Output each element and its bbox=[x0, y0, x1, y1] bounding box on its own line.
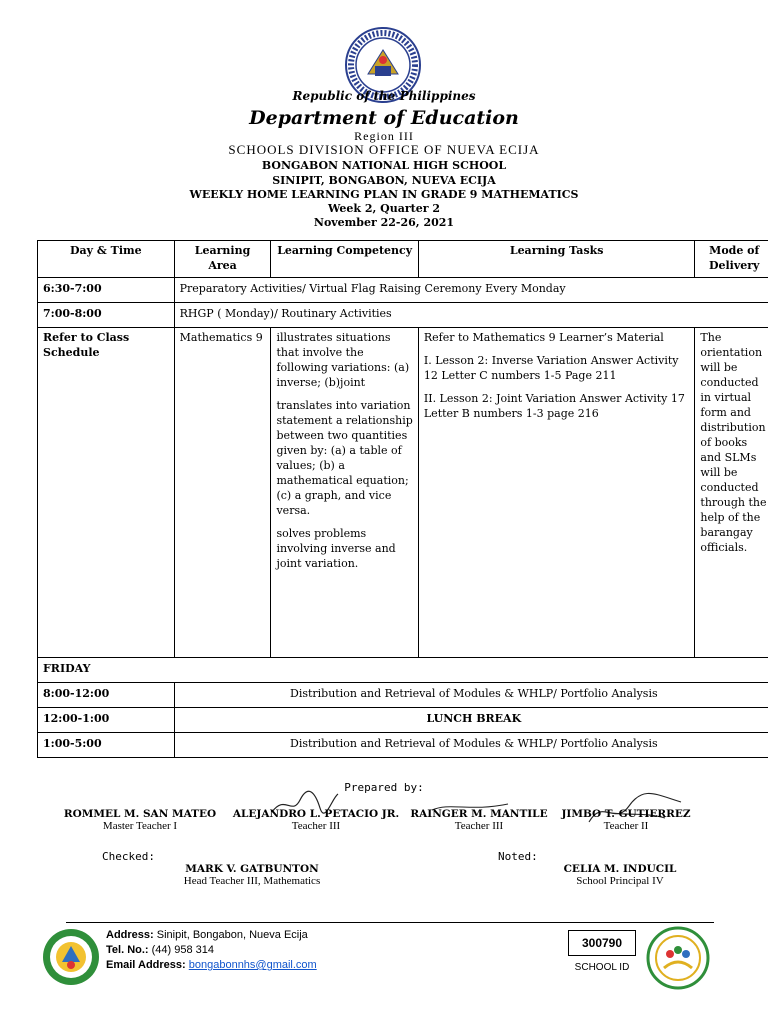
task-item: II. Lesson 2: Joint Variation Answer Activity 17 Letter B numbers 1-3 page 216 bbox=[423, 392, 685, 420]
signatory-3 bbox=[406, 808, 552, 832]
row-time: 7:00-8:00 bbox=[38, 303, 175, 328]
main-day-time: Refer to Class Schedule bbox=[38, 328, 175, 658]
region-text: Region III bbox=[354, 129, 414, 143]
division-text: SCHOOLS DIVISION OFFICE OF NUEVA ECIJA bbox=[228, 142, 540, 157]
table-row bbox=[38, 683, 768, 708]
email-link[interactable]: bongabonnhs@gmail.com bbox=[188, 959, 317, 971]
signatory-name: JIMBO T. GUTIERREZ bbox=[561, 808, 691, 820]
footer-tel-line bbox=[106, 943, 317, 958]
header-learning-competency: Learning Competency bbox=[271, 241, 418, 278]
signatory-name: CELIA M. INDUCIL bbox=[563, 863, 677, 875]
address-value: Sinipit, Bongabon, Nueva Ecija bbox=[156, 929, 308, 941]
department-title: Department of Education bbox=[249, 107, 519, 129]
row-activity: Distribution and Retrieval of Modules & WHLP/ Portfolio Analysis bbox=[174, 733, 768, 758]
signatory-name: ROMMEL M. SAN MATEO bbox=[63, 808, 217, 820]
signatory-role: Master Teacher I bbox=[102, 820, 178, 832]
signatory-role: Teacher III bbox=[291, 820, 341, 832]
tel-label: Tel. No.: bbox=[106, 944, 149, 956]
child-friendly-school-logo bbox=[646, 926, 710, 990]
row-time: 12:00-1:00 bbox=[38, 708, 175, 733]
learning-plan-table bbox=[37, 240, 768, 758]
competency-item: solves problems involving inverse and joint variation. bbox=[276, 527, 396, 570]
row-time: 8:00-12:00 bbox=[38, 683, 175, 708]
main-mode-of-delivery: The orientation will be conducted in virtual form and distribution of books and SLMs will be conducted through the help of the barangay officials. bbox=[695, 328, 768, 658]
tel-value: (44) 958 314 bbox=[151, 944, 215, 956]
noted-signatory bbox=[530, 863, 710, 887]
signatory-2 bbox=[226, 808, 406, 832]
footer-address-line bbox=[106, 928, 317, 943]
footer-divider bbox=[66, 922, 714, 923]
signatory-role: Teacher III bbox=[454, 820, 504, 832]
footer-email-line bbox=[106, 958, 317, 973]
plan-title: WEEKLY HOME LEARNING PLAN IN GRADE 9 MATHEMATICS bbox=[189, 188, 579, 201]
signatory-name: RAINGER M. MANTILE bbox=[410, 808, 548, 820]
footer-contact bbox=[106, 928, 317, 973]
task-item: I. Lesson 2: Inverse Variation Answer Activity 12 Letter C numbers 1-5 Page 211 bbox=[423, 354, 679, 382]
header-day-time: Day & Time bbox=[38, 241, 175, 278]
signatory-name: ALEJANDRO L. PETACIO JR. bbox=[232, 808, 400, 820]
friday-row bbox=[38, 658, 768, 683]
signatory-4 bbox=[554, 808, 698, 832]
friday-label: FRIDAY bbox=[38, 658, 768, 683]
table-row bbox=[38, 303, 768, 328]
main-competency bbox=[271, 328, 418, 658]
header-mode-of-delivery: Mode of Delivery bbox=[695, 241, 768, 278]
header-learning-area: Learning Area bbox=[174, 241, 271, 278]
signatory-name: MARK V. GATBUNTON bbox=[185, 863, 319, 875]
row-time: 1:00-5:00 bbox=[38, 733, 175, 758]
table-header-row bbox=[38, 241, 768, 278]
school-id-box: 300790 bbox=[568, 930, 636, 956]
table-row bbox=[38, 708, 768, 733]
competency-item: illustrates situations that involve the following variations: (a) inverse; (b)joint bbox=[276, 331, 410, 389]
noted-label: Noted: bbox=[498, 850, 538, 863]
checked-label: Checked: bbox=[102, 850, 155, 863]
task-item: Refer to Mathematics 9 Learner’s Material bbox=[423, 331, 664, 344]
address-label: Address: bbox=[106, 929, 154, 941]
row-time: 6:30-7:00 bbox=[38, 278, 175, 303]
week-text: Week 2, Quarter 2 bbox=[327, 202, 441, 215]
signatory-role: Head Teacher III, Mathematics bbox=[183, 875, 321, 887]
table-row bbox=[38, 278, 768, 303]
main-learning-area: Mathematics 9 bbox=[174, 328, 271, 658]
row-activity: Preparatory Activities/ Virtual Flag Raising Ceremony Every Monday bbox=[174, 278, 768, 303]
signatory-role: Teacher II bbox=[603, 820, 649, 832]
school-logo bbox=[42, 928, 100, 986]
main-learning-tasks bbox=[418, 328, 695, 658]
signatory-role: School Principal IV bbox=[576, 875, 664, 887]
competency-item: translates into variation statement a relationship between two quantities given by: (a) a table of values; (b) a mathematical equation; (c) a graph, and vice versa. bbox=[276, 399, 413, 517]
table-row bbox=[38, 733, 768, 758]
email-label: Email Address: bbox=[106, 959, 186, 971]
checked-signatory bbox=[150, 863, 354, 887]
prepared-by-label: Prepared by: bbox=[344, 781, 424, 794]
school-address: SINIPIT, BONGABON, NUEVA ECIJA bbox=[272, 174, 496, 187]
republic-text: Republic of the Philippines bbox=[292, 89, 476, 103]
row-activity: LUNCH BREAK bbox=[174, 708, 768, 733]
school-id-label: SCHOOL ID bbox=[574, 962, 630, 973]
header-learning-tasks: Learning Tasks bbox=[418, 241, 695, 278]
school-name: BONGABON NATIONAL HIGH SCHOOL bbox=[261, 159, 507, 172]
signatory-1 bbox=[60, 808, 220, 832]
row-activity: Distribution and Retrieval of Modules & WHLP/ Portfolio Analysis bbox=[174, 683, 768, 708]
table-row-main bbox=[38, 328, 768, 658]
date-text: November 22-26, 2021 bbox=[313, 216, 455, 229]
row-activity: RHGP ( Monday)/ Routinary Activities bbox=[174, 303, 768, 328]
